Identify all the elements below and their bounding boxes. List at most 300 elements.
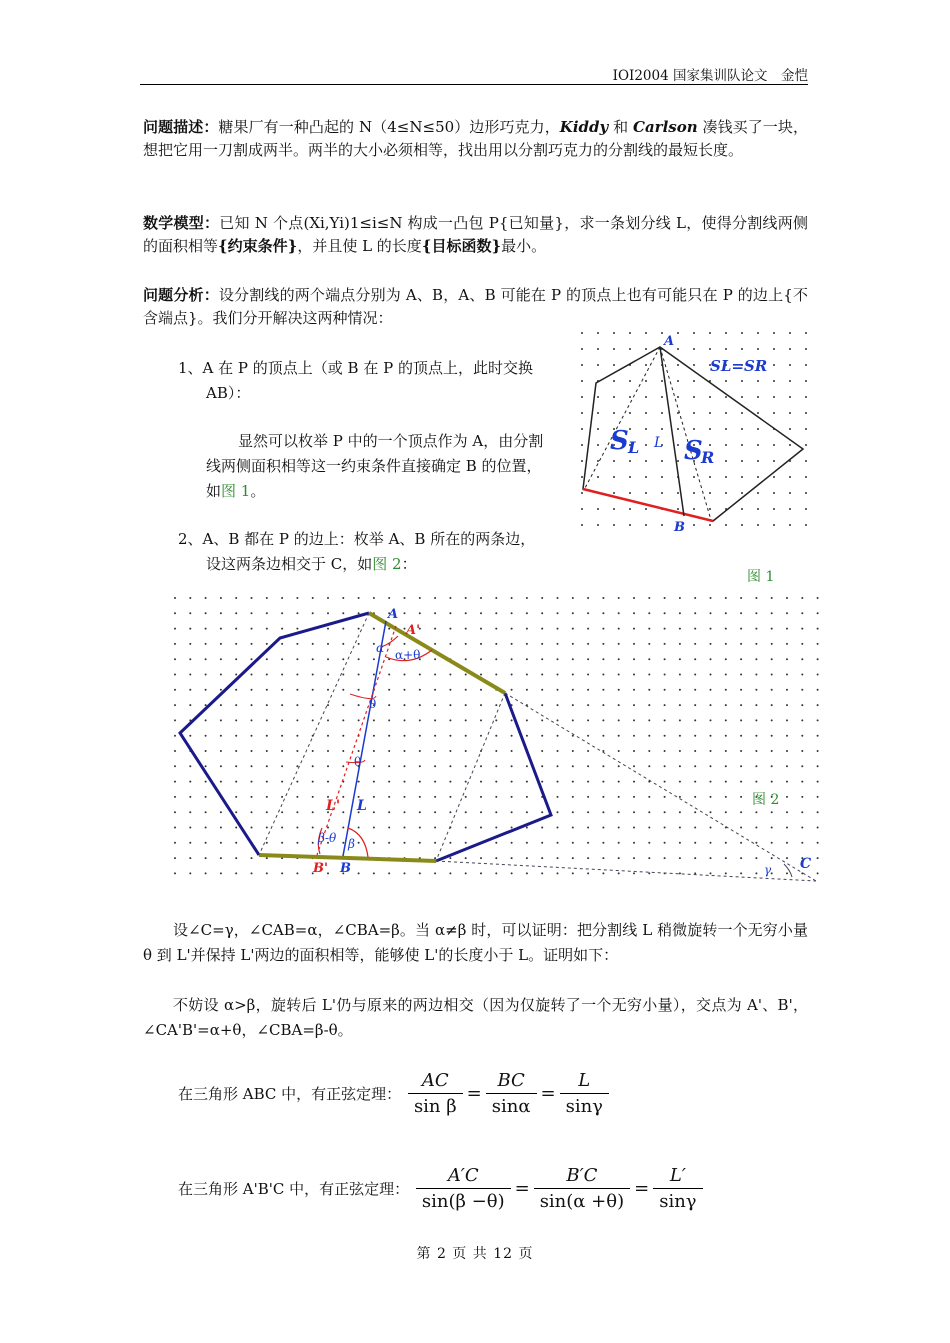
grid-dot bbox=[741, 492, 743, 494]
grid-dot bbox=[296, 842, 298, 844]
grid-dot bbox=[205, 612, 207, 614]
fig1-dash-right bbox=[660, 347, 711, 520]
grid-dot bbox=[449, 674, 451, 676]
grid-dot bbox=[251, 811, 253, 813]
grid-dot bbox=[693, 396, 695, 398]
grid-dot bbox=[480, 796, 482, 798]
grid-dot bbox=[633, 781, 635, 783]
grid-dot bbox=[465, 811, 467, 813]
grid-dot bbox=[645, 428, 647, 430]
grid-dot bbox=[597, 524, 599, 526]
grid-dot bbox=[629, 380, 631, 382]
grid-dot bbox=[789, 444, 791, 446]
grid-dot bbox=[511, 597, 513, 599]
grid-dot bbox=[581, 508, 583, 510]
grid-dot bbox=[694, 781, 696, 783]
grid-dot bbox=[388, 781, 390, 783]
grid-dot bbox=[710, 842, 712, 844]
grid-dot bbox=[741, 396, 743, 398]
grid-dot bbox=[189, 857, 191, 859]
grid-dot bbox=[755, 781, 757, 783]
grid-dot bbox=[664, 612, 666, 614]
grid-dot bbox=[786, 857, 788, 859]
grid-dot bbox=[679, 857, 681, 859]
eq2-frac-3: $\frac{L'}{\sin\gamma}$ bbox=[653, 1165, 702, 1212]
grid-dot bbox=[511, 872, 513, 874]
grid-dot bbox=[189, 796, 191, 798]
eq1-frac-2: $\frac{BC}{\sin\alpha}$ bbox=[486, 1070, 537, 1117]
grid-dot bbox=[281, 872, 283, 874]
grid-dot bbox=[633, 872, 635, 874]
grid-dot bbox=[789, 348, 791, 350]
grid-dot bbox=[661, 476, 663, 478]
paragraph-assume: 不妨设 α>β，旋转后 L'仍与原来的两边相交（因为仅旋转了一个无穷小量），交点为 A'、B'，∠CA'B'=α+θ，∠CBA=β-θ。 bbox=[143, 996, 808, 1039]
grid-dot bbox=[373, 597, 375, 599]
grid-dot bbox=[710, 811, 712, 813]
grid-dot bbox=[541, 689, 543, 691]
grid-dot bbox=[693, 348, 695, 350]
grid-dot bbox=[251, 719, 253, 721]
grid-dot bbox=[602, 842, 604, 844]
grid-dot bbox=[465, 781, 467, 783]
grid-dot bbox=[495, 674, 497, 676]
grid-dot bbox=[694, 612, 696, 614]
case1-title-line2: AB）： bbox=[206, 384, 251, 402]
grid-dot bbox=[801, 597, 803, 599]
grid-dot bbox=[805, 524, 807, 526]
grid-dot bbox=[725, 811, 727, 813]
grid-dot bbox=[725, 750, 727, 752]
grid-dot bbox=[480, 628, 482, 630]
grid-dot bbox=[220, 872, 222, 874]
grid-dot bbox=[661, 332, 663, 334]
fig2-label-alpha: α bbox=[376, 641, 385, 655]
grid-dot bbox=[220, 811, 222, 813]
grid-dot bbox=[419, 704, 421, 706]
grid-dot bbox=[419, 719, 421, 721]
grid-dot bbox=[266, 842, 268, 844]
grid-dot bbox=[495, 719, 497, 721]
grid-dot bbox=[526, 597, 528, 599]
fig2-dot-grid bbox=[174, 597, 819, 874]
grid-dot bbox=[266, 628, 268, 630]
grid-dot bbox=[404, 643, 406, 645]
grid-dot bbox=[648, 857, 650, 859]
grid-dot bbox=[771, 842, 773, 844]
model-text-3: 最小。 bbox=[501, 237, 547, 255]
grid-dot bbox=[786, 719, 788, 721]
grid-dot bbox=[581, 332, 583, 334]
grid-dot bbox=[465, 612, 467, 614]
grid-dot bbox=[465, 704, 467, 706]
grid-dot bbox=[495, 658, 497, 660]
grid-dot bbox=[786, 643, 788, 645]
fig2-label-theta-2: θ bbox=[354, 755, 362, 769]
grid-dot bbox=[358, 628, 360, 630]
grid-dot bbox=[419, 750, 421, 752]
grid-dot bbox=[266, 704, 268, 706]
grid-dot bbox=[511, 781, 513, 783]
grid-dot bbox=[251, 628, 253, 630]
grid-dot bbox=[342, 704, 344, 706]
grid-dot bbox=[757, 348, 759, 350]
grid-dot bbox=[648, 750, 650, 752]
grid-dot bbox=[511, 674, 513, 676]
grid-dot bbox=[266, 796, 268, 798]
grid-dot bbox=[251, 643, 253, 645]
grid-dot bbox=[358, 719, 360, 721]
grid-dot bbox=[557, 658, 559, 660]
grid-dot bbox=[449, 765, 451, 767]
grid-dot bbox=[633, 750, 635, 752]
grid-dot bbox=[541, 658, 543, 660]
grid-dot bbox=[633, 628, 635, 630]
grid-dot bbox=[281, 811, 283, 813]
grid-dot bbox=[587, 704, 589, 706]
grid-dot bbox=[572, 872, 574, 874]
grid-dot bbox=[434, 796, 436, 798]
grid-dot bbox=[645, 364, 647, 366]
grid-dot bbox=[342, 719, 344, 721]
grid-dot bbox=[235, 704, 237, 706]
grid-dot bbox=[757, 444, 759, 446]
grid-dot bbox=[327, 781, 329, 783]
grid-dot bbox=[725, 380, 727, 382]
grid-dot bbox=[511, 811, 513, 813]
grid-dot bbox=[786, 796, 788, 798]
fig1-label-SR-sub: R bbox=[701, 448, 715, 467]
grid-dot bbox=[235, 674, 237, 676]
grid-dot bbox=[725, 719, 727, 721]
grid-dot bbox=[404, 735, 406, 737]
grid-dot bbox=[648, 628, 650, 630]
grid-dot bbox=[597, 508, 599, 510]
grid-dot bbox=[296, 750, 298, 752]
grid-dot bbox=[618, 628, 620, 630]
grid-dot bbox=[740, 674, 742, 676]
grid-dot bbox=[694, 704, 696, 706]
grid-dot bbox=[373, 719, 375, 721]
grid-dot bbox=[541, 674, 543, 676]
grid-dot bbox=[629, 524, 631, 526]
grid-dot bbox=[251, 750, 253, 752]
grid-dot bbox=[817, 781, 819, 783]
grid-dot bbox=[342, 796, 344, 798]
fig2-diag-left bbox=[259, 613, 369, 855]
grid-dot bbox=[358, 597, 360, 599]
grid-dot bbox=[174, 857, 176, 859]
grid-dot bbox=[645, 348, 647, 350]
grid-dot bbox=[587, 689, 589, 691]
grid-dot bbox=[189, 735, 191, 737]
fig2-polygon-left bbox=[180, 613, 369, 855]
grid-dot bbox=[495, 735, 497, 737]
grid-dot bbox=[679, 735, 681, 737]
grid-dot bbox=[205, 872, 207, 874]
grid-dot bbox=[419, 597, 421, 599]
grid-dot bbox=[281, 735, 283, 737]
grid-dot bbox=[404, 872, 406, 874]
grid-dot bbox=[404, 704, 406, 706]
grid-dot bbox=[205, 811, 207, 813]
grid-dot bbox=[174, 796, 176, 798]
grid-dot bbox=[419, 842, 421, 844]
grid-dot bbox=[495, 781, 497, 783]
grid-dot bbox=[495, 750, 497, 752]
grid-dot bbox=[572, 811, 574, 813]
grid-dot bbox=[602, 872, 604, 874]
grid-dot bbox=[526, 796, 528, 798]
grid-dot bbox=[741, 380, 743, 382]
grid-dot bbox=[465, 643, 467, 645]
grid-dot bbox=[613, 364, 615, 366]
fig2-label-L: L bbox=[357, 798, 367, 814]
grid-dot bbox=[725, 348, 727, 350]
grid-dot bbox=[189, 597, 191, 599]
grid-dot bbox=[312, 781, 314, 783]
grid-dot bbox=[572, 643, 574, 645]
problem-analysis bbox=[143, 284, 808, 330]
grid-dot bbox=[480, 735, 482, 737]
grid-dot bbox=[526, 857, 528, 859]
grid-dot bbox=[602, 628, 604, 630]
grid-dot bbox=[480, 597, 482, 599]
header-rule bbox=[140, 84, 808, 85]
grid-dot bbox=[664, 674, 666, 676]
grid-dot bbox=[296, 643, 298, 645]
grid-dot bbox=[771, 658, 773, 660]
grid-dot bbox=[495, 827, 497, 829]
grid-dot bbox=[618, 643, 620, 645]
grid-dot bbox=[597, 332, 599, 334]
grid-dot bbox=[648, 689, 650, 691]
grid-dot bbox=[342, 643, 344, 645]
grid-dot bbox=[526, 612, 528, 614]
grid-dot bbox=[664, 750, 666, 752]
grid-dot bbox=[645, 508, 647, 510]
grid-dot bbox=[664, 857, 666, 859]
grid-dot bbox=[618, 674, 620, 676]
grid-dot bbox=[235, 827, 237, 829]
grid-dot bbox=[511, 735, 513, 737]
fig2-ext-bottom bbox=[436, 861, 816, 881]
grid-dot bbox=[449, 597, 451, 599]
grid-dot bbox=[677, 460, 679, 462]
grid-dot bbox=[786, 612, 788, 614]
grid-dot bbox=[174, 842, 176, 844]
grid-dot bbox=[789, 428, 791, 430]
grid-dot bbox=[694, 750, 696, 752]
grid-dot bbox=[694, 674, 696, 676]
grid-dot bbox=[434, 658, 436, 660]
grid-dot bbox=[694, 857, 696, 859]
grid-dot bbox=[465, 857, 467, 859]
grid-dot bbox=[189, 765, 191, 767]
grid-dot bbox=[679, 796, 681, 798]
grid-dot bbox=[694, 643, 696, 645]
grid-dot bbox=[645, 524, 647, 526]
fig1-label-L: L bbox=[654, 435, 664, 451]
grid-dot bbox=[327, 658, 329, 660]
grid-dot bbox=[235, 811, 237, 813]
fig2-diag-right bbox=[436, 693, 505, 861]
grid-dot bbox=[597, 444, 599, 446]
grid-dot bbox=[817, 719, 819, 721]
grid-dot bbox=[786, 704, 788, 706]
grid-dot bbox=[541, 643, 543, 645]
grid-dot bbox=[266, 674, 268, 676]
grid-dot bbox=[709, 524, 711, 526]
grid-dot bbox=[693, 380, 695, 382]
grid-dot bbox=[602, 658, 604, 660]
grid-dot bbox=[251, 597, 253, 599]
grid-dot bbox=[817, 597, 819, 599]
grid-dot bbox=[235, 781, 237, 783]
grid-dot bbox=[312, 704, 314, 706]
grid-dot bbox=[618, 689, 620, 691]
grid-dot bbox=[805, 492, 807, 494]
grid-dot bbox=[404, 781, 406, 783]
grid-dot bbox=[602, 750, 604, 752]
grid-dot bbox=[602, 811, 604, 813]
grid-dot bbox=[602, 643, 604, 645]
grid-dot bbox=[235, 689, 237, 691]
grid-dot bbox=[725, 412, 727, 414]
grid-dot bbox=[679, 612, 681, 614]
grid-dot bbox=[587, 628, 589, 630]
grid-dot bbox=[404, 811, 406, 813]
grid-dot bbox=[801, 735, 803, 737]
grid-dot bbox=[526, 719, 528, 721]
grid-dot bbox=[511, 765, 513, 767]
grid-dot bbox=[296, 628, 298, 630]
grid-dot bbox=[281, 796, 283, 798]
grid-dot bbox=[205, 704, 207, 706]
grid-dot bbox=[434, 628, 436, 630]
grid-dot bbox=[480, 872, 482, 874]
grid-dot bbox=[618, 704, 620, 706]
grid-dot bbox=[205, 827, 207, 829]
grid-dot bbox=[602, 597, 604, 599]
grid-dot bbox=[266, 643, 268, 645]
grid-dot bbox=[710, 796, 712, 798]
grid-dot bbox=[572, 735, 574, 737]
grid-dot bbox=[633, 597, 635, 599]
grid-dot bbox=[572, 842, 574, 844]
grid-dot bbox=[645, 380, 647, 382]
fig1-label-eq: SL=SR bbox=[710, 357, 768, 375]
grid-dot bbox=[526, 842, 528, 844]
analysis-label: 问题分析： bbox=[143, 286, 219, 304]
grid-dot bbox=[645, 444, 647, 446]
grid-dot bbox=[581, 396, 583, 398]
grid-dot bbox=[710, 765, 712, 767]
grid-dot bbox=[266, 750, 268, 752]
grid-dot bbox=[755, 658, 757, 660]
desc-label: 问题描述： bbox=[143, 118, 219, 136]
grid-dot bbox=[679, 827, 681, 829]
grid-dot bbox=[597, 396, 599, 398]
fig2-line-L-prime bbox=[317, 626, 396, 855]
fig1-label-B: B bbox=[674, 520, 685, 535]
grid-dot bbox=[434, 612, 436, 614]
grid-dot bbox=[633, 842, 635, 844]
grid-dot bbox=[597, 476, 599, 478]
fig2-label-C: C bbox=[800, 856, 812, 872]
grid-dot bbox=[342, 811, 344, 813]
grid-dot bbox=[495, 628, 497, 630]
grid-dot bbox=[266, 658, 268, 660]
grid-dot bbox=[597, 348, 599, 350]
grid-dot bbox=[771, 719, 773, 721]
grid-dot bbox=[710, 704, 712, 706]
grid-dot bbox=[771, 811, 773, 813]
grid-dot bbox=[495, 857, 497, 859]
figure-2 bbox=[170, 592, 840, 892]
grid-dot bbox=[602, 781, 604, 783]
grid-dot bbox=[817, 827, 819, 829]
grid-dot bbox=[541, 597, 543, 599]
grid-dot bbox=[613, 412, 615, 414]
grid-dot bbox=[633, 827, 635, 829]
grid-dot bbox=[434, 643, 436, 645]
grid-dot bbox=[664, 796, 666, 798]
grid-dot bbox=[541, 719, 543, 721]
grid-dot bbox=[740, 872, 742, 874]
grid-dot bbox=[388, 628, 390, 630]
grid-dot bbox=[679, 674, 681, 676]
grid-dot bbox=[480, 857, 482, 859]
fig1-link[interactable]: 图 1 bbox=[221, 482, 251, 500]
grid-dot bbox=[664, 719, 666, 721]
grid-dot bbox=[189, 674, 191, 676]
grid-dot bbox=[648, 658, 650, 660]
grid-dot bbox=[645, 460, 647, 462]
grid-dot bbox=[266, 735, 268, 737]
grid-dot bbox=[434, 689, 436, 691]
grid-dot bbox=[786, 765, 788, 767]
grid-dot bbox=[572, 719, 574, 721]
fig2-label-theta-1: θ bbox=[369, 697, 377, 711]
grid-dot bbox=[725, 765, 727, 767]
grid-dot bbox=[679, 811, 681, 813]
grid-dot bbox=[419, 612, 421, 614]
grid-dot bbox=[327, 735, 329, 737]
grid-dot bbox=[725, 612, 727, 614]
grid-dot bbox=[741, 428, 743, 430]
math-model bbox=[143, 212, 808, 258]
grid-dot bbox=[419, 674, 421, 676]
grid-dot bbox=[557, 674, 559, 676]
grid-dot bbox=[587, 674, 589, 676]
grid-dot bbox=[771, 750, 773, 752]
grid-dot bbox=[581, 428, 583, 430]
grid-dot bbox=[755, 811, 757, 813]
grid-dot bbox=[465, 628, 467, 630]
grid-dot bbox=[174, 750, 176, 752]
grid-dot bbox=[786, 689, 788, 691]
grid-dot bbox=[220, 719, 222, 721]
grid-dot bbox=[771, 643, 773, 645]
fig2-link[interactable]: 图 2 bbox=[372, 555, 402, 573]
grid-dot bbox=[312, 765, 314, 767]
grid-dot bbox=[296, 811, 298, 813]
case2-title-line2: 设这两条边相交于 C，如图 2： bbox=[206, 555, 417, 573]
grid-dot bbox=[805, 380, 807, 382]
grid-dot bbox=[572, 781, 574, 783]
grid-dot bbox=[709, 428, 711, 430]
grid-dot bbox=[602, 796, 604, 798]
